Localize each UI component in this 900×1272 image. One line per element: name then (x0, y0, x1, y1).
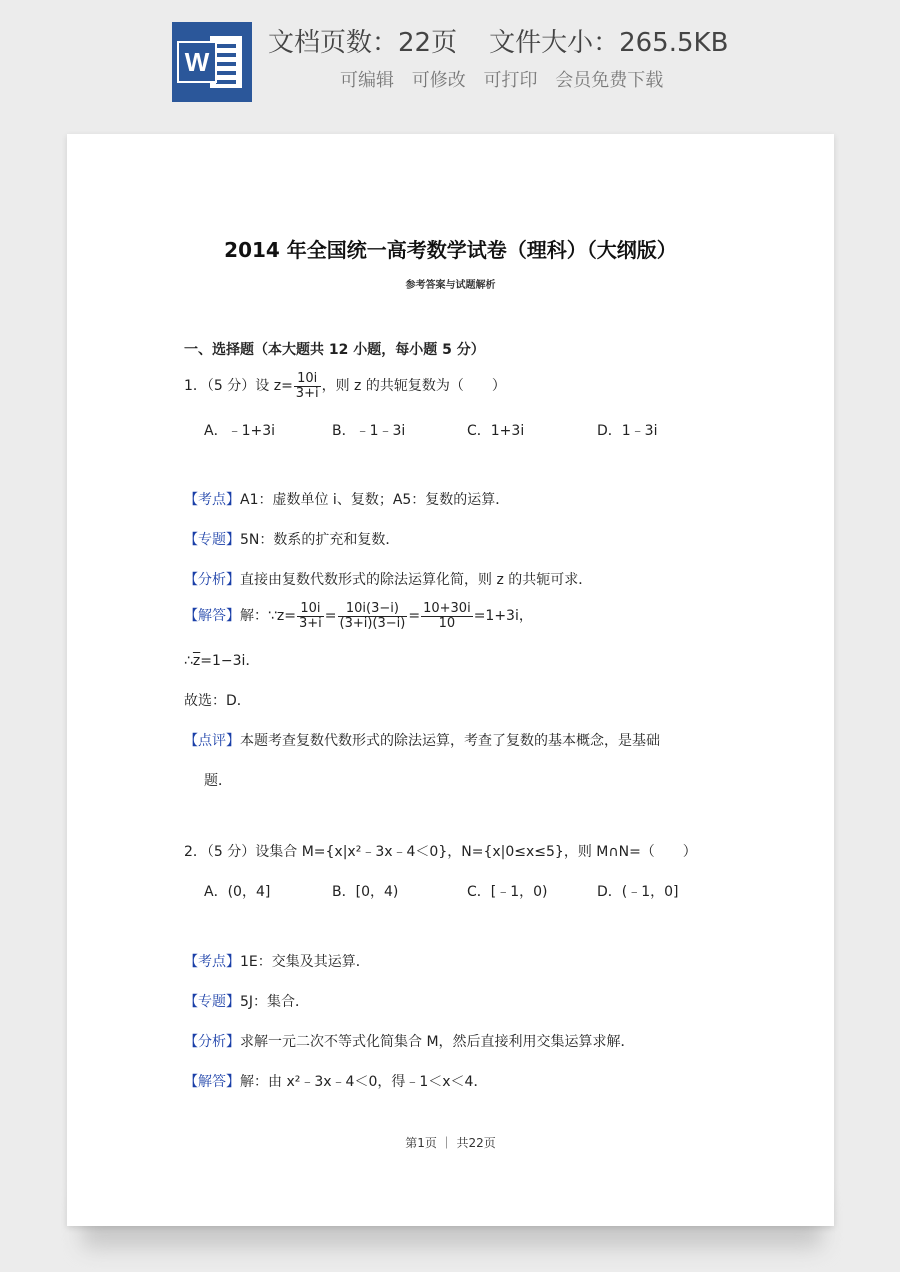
header (0, 0, 900, 120)
q2-kaodian: 【考点】1E：交集及其运算． (184, 954, 370, 970)
q1-jieda: 【解答】解：∵z= $\frac{10i}{3+i}$ = $\frac{10i(3-i)}{(3+i)(3-i)}$ = $\frac{10+30i}{10}$ =1+3i， (184, 601, 533, 631)
q1-fenxi: 【分析】直接由复数代数形式的除法运算化简，则 z 的共轭可求． (184, 572, 593, 588)
perm-edit: 可编辑 (340, 70, 394, 91)
q1-option-d: D．1﹣3i (597, 423, 658, 439)
q1-option-b: B．﹣1﹣3i (332, 423, 406, 439)
doc-title: 2014 年全国统一高考数学试卷（理科）（大纲版） (224, 238, 677, 262)
svg-text:W: W (184, 47, 210, 77)
q2-option-c: C．[﹣1，0) (467, 884, 548, 900)
perm-print: 可打印 (483, 70, 538, 91)
q1-dianping-cont: 题． (204, 773, 232, 789)
q2-option-b: B．[0，4) (332, 884, 399, 900)
q1-stem: 1．（5 分）设 z= $\frac{10i}{3+i}$ ，则 z 的共轭复数为（ ） (184, 371, 506, 401)
q1-option-c: C．1+3i (467, 423, 525, 439)
q1-zhuanti: 【专题】5N：数系的扩充和复数． (184, 532, 400, 548)
doc-stats (268, 22, 728, 59)
q2-option-d: D．(﹣1，0] (597, 884, 679, 900)
q2-jieda: 【解答】解：由 x²﹣3x﹣4＜0，得﹣1＜x＜4． (184, 1074, 488, 1090)
q1-fraction: $\frac{10i}{3+i}$ (295, 371, 319, 401)
permissions (340, 66, 675, 92)
q1-dianping: 【点评】本题考查复数代数形式的除法运算，考查了复数的基本概念，是基础 (184, 733, 660, 749)
q2-stem: 2．（5 分）设集合 M={x|x²﹣3x﹣4＜0}，N={x|0≤x≤5}，则 M∩N=（ ） (184, 844, 697, 860)
q1-choice: 故选：D． (184, 693, 251, 709)
document-page (67, 134, 834, 1226)
q2-zhuanti: 【专题】5J：集合． (184, 994, 310, 1010)
q1-therefore: $\therefore\overline{z}=1-3i$． (184, 653, 260, 669)
page-footer: 第1页 ｜ 共22页 (405, 1136, 496, 1150)
perm-modify: 可修改 (411, 70, 466, 91)
perm-download: 会员免费下载 (555, 70, 664, 91)
page-count: 文档页数：22页 (268, 28, 458, 58)
file-size: 文件大小：265.5KB (489, 28, 729, 58)
section-heading: 一、选择题（本大题共 12 小题，每小题 5 分） (184, 342, 485, 358)
word-icon (172, 22, 252, 102)
doc-subtitle: 参考答案与试题解析 (405, 280, 496, 291)
q2-fenxi: 【分析】求解一元二次不等式化简集合 M，然后直接利用交集运算求解． (184, 1034, 635, 1050)
q2-option-a: A．(0，4] (204, 884, 271, 900)
q1-kaodian: 【考点】A1：虚数单位 i、复数；A5：复数的运算． (184, 492, 510, 508)
q1-option-a: A．﹣1+3i (204, 423, 276, 439)
